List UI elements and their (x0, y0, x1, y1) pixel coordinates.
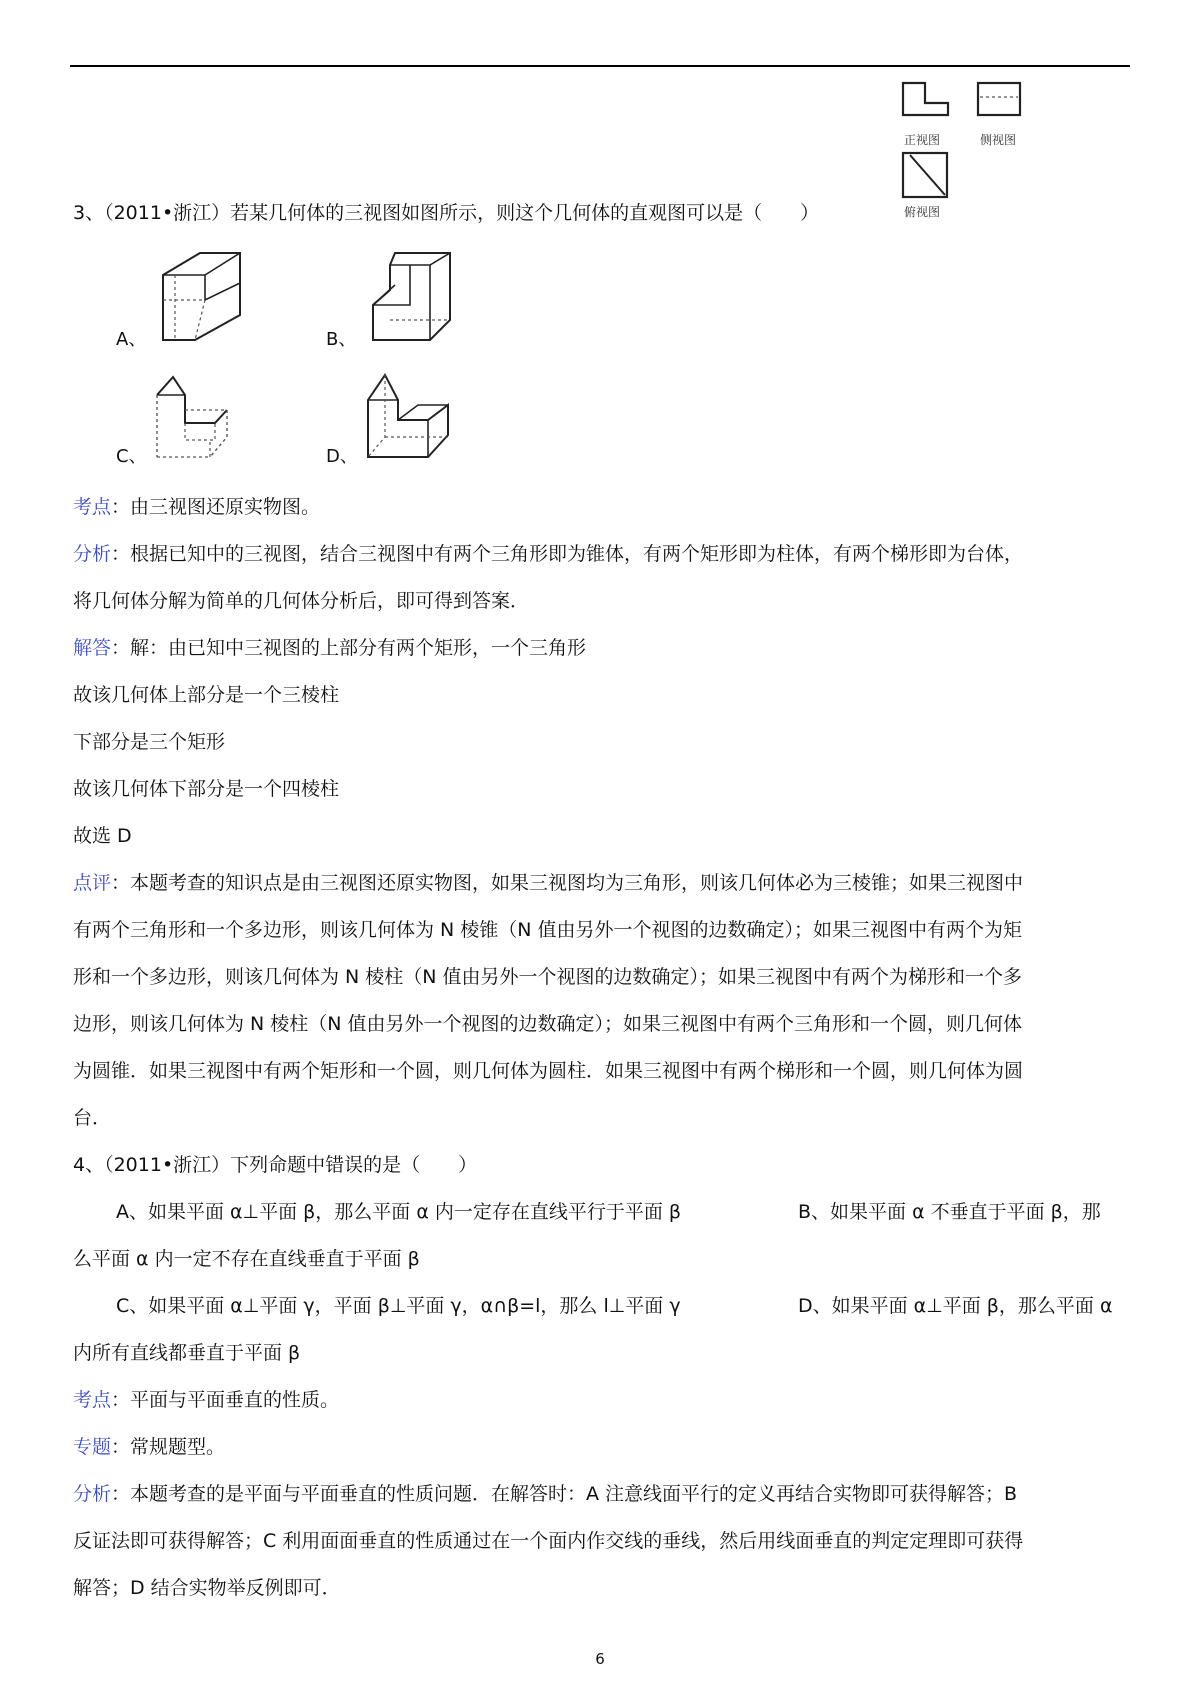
q3-dianping-line-5: 为圆锥．如果三视图中有两个矩形和一个圆，则几何体为圆柱．如果三视图中有两个梯形和一个圆，则几何体为圆 (73, 1060, 1024, 1082)
option-b-label: B、 (326, 329, 357, 350)
q4-option-b-cont: 么平面 α 内一定不存在直线垂直于平面 β (73, 1248, 420, 1270)
q4-option-a: A、如果平面 α⊥平面 β，那么平面 α 内一定存在直线平行于平面 β (116, 1201, 682, 1223)
q3-dianping-line-6: 台． (73, 1107, 112, 1129)
fenxi-text: ：根据已知中的三视图，结合三视图中有两个三角形即为锥体，有两个矩形即为柱体，有两个梯形即为台体， (111, 543, 1024, 565)
q4-zhuanti (73, 1434, 225, 1460)
q4-kaodian-label: 考点 (73, 1389, 112, 1411)
dianping-text: ：本题考查的知识点是由三视图还原实物图，如果三视图均为三角形，则该几何体必为三棱锥；如果三视图中 (111, 872, 1024, 894)
three-views-figure (900, 75, 1030, 225)
front-view-label: 正视图 (904, 133, 941, 147)
q3-fenxi-line-2: 将几何体分解为简单的几何体分析后，即可得到答案． (73, 590, 530, 612)
q4-zhuanti-label: 专题 (73, 1436, 112, 1458)
q3-jieda-line-1 (73, 635, 586, 661)
header-rule (70, 65, 1130, 67)
option-c-figure (145, 365, 245, 465)
option-c-label: C、 (116, 446, 147, 467)
q3-jieda-line-4: 故该几何体下部分是一个四棱柱 (73, 778, 340, 800)
option-b-figure (365, 245, 465, 345)
q3-fenxi-line-1 (73, 541, 1023, 567)
q4-fenxi-line-2: 反证法即可获得解答；C 利用面面垂直的性质通过在一个面内作交线的垂线，然后用线面垂直的判定定理即可获得 (73, 1530, 1024, 1552)
q4-fenxi-line-1 (73, 1481, 1017, 1507)
q4-kaodian-text: ：平面与平面垂直的性质。 (111, 1389, 340, 1411)
q4-option-d: D、如果平面 α⊥平面 β，那么平面 α (798, 1295, 1113, 1317)
q3-jieda-line-2: 故该几何体上部分是一个三棱柱 (73, 684, 340, 706)
q3-dianping-line-1 (73, 870, 1023, 896)
q4-kaodian (73, 1387, 339, 1413)
option-a-figure (155, 245, 255, 345)
fenxi-label: 分析 (73, 543, 112, 565)
q3-jieda-line-3: 下部分是三个矩形 (73, 731, 226, 753)
kaodian-text: ：由三视图还原实物图。 (111, 496, 321, 518)
page-number: 6 (595, 1650, 605, 1668)
q3-stem: 3、（2011•浙江）若某几何体的三视图如图所示，则这个几何体的直观图可以是（ ） (73, 202, 820, 224)
side-view-label: 侧视图 (980, 133, 1017, 147)
q3-kaodian (73, 494, 320, 520)
q3-dianping-line-2: 有两个三角形和一个多边形，则该几何体为 N 棱锥（N 值由另外一个视图的边数确定）；如果三视图中有两个为矩 (73, 919, 1023, 941)
jieda-label: 解答 (73, 637, 112, 659)
q4-option-c: C、如果平面 α⊥平面 γ，平面 β⊥平面 γ，α∩β=l，那么 l⊥平面 γ (116, 1295, 681, 1317)
option-a-label: A、 (116, 329, 147, 350)
q4-stem: 4、（2011•浙江）下列命题中错误的是（ ） (73, 1154, 478, 1176)
q4-option-b: B、如果平面 α 不垂直于平面 β，那 (798, 1201, 1101, 1223)
option-d-label: D、 (326, 446, 358, 467)
top-view-label: 俯视图 (904, 205, 941, 219)
q4-zhuanti-text: ：常规题型。 (111, 1436, 226, 1458)
kaodian-label: 考点 (73, 496, 112, 518)
q3-dianping-line-4: 边形，则该几何体为 N 棱柱（N 值由另外一个视图的边数确定）；如果三视图中有两个三角形和一个圆，则几何体 (73, 1013, 1023, 1035)
q4-option-d-cont: 内所有直线都垂直于平面 β (73, 1342, 301, 1364)
jieda-text: ：解：由已知中三视图的上部分有两个矩形，一个三角形 (111, 637, 587, 659)
q4-fenxi-line-3: 解答；D 结合实物举反例即可． (73, 1577, 341, 1599)
q3-jieda-line-5: 故选 D (73, 825, 132, 847)
option-d-figure (360, 365, 460, 465)
q3-dianping-line-3: 形和一个多边形，则该几何体为 N 棱柱（N 值由另外一个视图的边数确定）；如果三视图中有两个为梯形和一个多 (73, 966, 1023, 988)
q4-fenxi-text: ：本题考查的是平面与平面垂直的性质问题．在解答时：A 注意线面平行的定义再结合实物即可获得解答；B (111, 1483, 1018, 1505)
dianping-label: 点评 (73, 872, 112, 894)
q4-fenxi-label: 分析 (73, 1483, 112, 1505)
